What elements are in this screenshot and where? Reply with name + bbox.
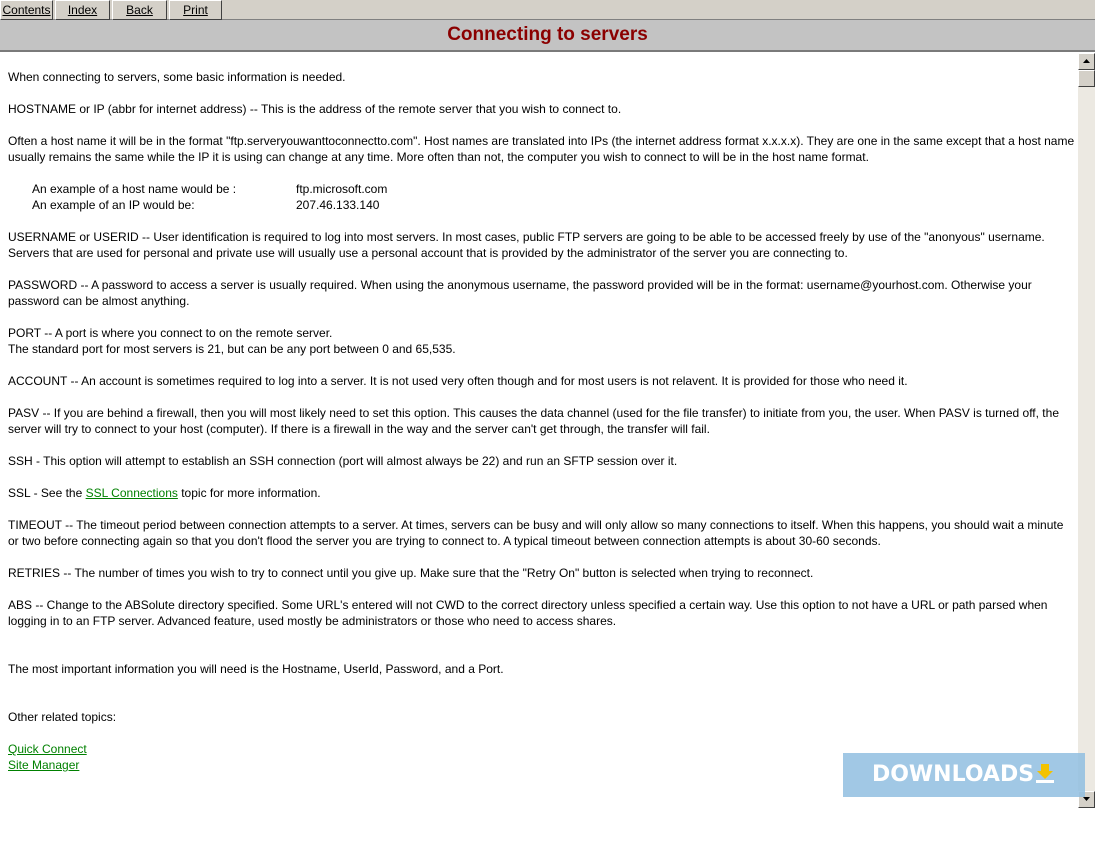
port-line-1: PORT -- A port is where you connect to on the remote server. [8,326,333,340]
ssl-prefix: SSL - See the [8,486,86,500]
toolbar [0,0,1095,20]
watermark-left: DOWNLOADS [871,762,1035,787]
back-button[interactable]: Back [112,0,167,20]
watermark-right: .GURU [924,809,1004,834]
password-paragraph: PASSWORD -- A password to access a server is usually required. When using the anonymous username, the password provided will be in the format: username@yourhost.com. Otherwise your password can be almost anything. [8,278,1032,308]
ssl-connections-link[interactable]: SSL Connections [85,486,178,500]
scroll-thumb[interactable] [1078,70,1095,87]
abs-paragraph: ABS -- Change to the ABSolute directory specified. Some URL's entered will not CWD to the correct directory unless specified a certain way. Use this option to not have a URL or path parsed when logging in to an FTP server. Advanced feature, used mostly be administrators or those who need to access shares. [8,598,1048,628]
hostname-paragraph: HOSTNAME or IP (abbr for internet address) -- This is the address of the remote server that you wish to connect to. [8,102,622,116]
page-title: Connecting to servers [447,24,648,45]
downloads-guru-watermark [843,753,1085,834]
quick-connect-link[interactable]: Quick Connect [8,742,87,756]
ssh-paragraph: SSH - This option will attempt to establish an SSH connection (port will almost always be 22) and run an SFTP session over it. [8,454,678,468]
topic-text [8,69,1076,773]
ssl-suffix: topic for more information. [177,486,321,500]
ssl-paragraph [8,485,1076,501]
port-line-2: The standard port for most servers is 21, but can be any port between 0 and 65,535. [8,342,456,356]
arrow-up-icon [1083,59,1090,64]
print-button[interactable]: Print [169,0,222,20]
topic-content [0,53,1078,808]
arrow-down-icon [1083,797,1090,802]
example-value: 207.46.133.140 [296,198,380,212]
vertical-scrollbar[interactable] [1078,53,1095,808]
site-manager-link[interactable]: Site Manager [8,758,80,772]
account-paragraph: ACCOUNT -- An account is sometimes required to log into a server. It is not used very often though and for most users is not relavent. It is provided for those who need it. [8,374,908,388]
timeout-paragraph: TIMEOUT -- The timeout period between connection attempts to a server. At times, servers can be busy and will only allow so many connections to itself. When this happens, you should wait a minute or two before connecting again so that you don't flood the server you are trying to connect to. A typical timeout between connection attempts is about 30-60 seconds. [8,518,1064,548]
example-value: ftp.microsoft.com [296,182,388,196]
example-row [32,181,1076,197]
topic-header [0,20,1095,52]
example-label: An example of a host name would be : [32,182,237,196]
intro-paragraph: When connecting to servers, some basic information is needed. [8,70,346,84]
examples-block [32,181,1076,213]
scroll-up-button[interactable] [1078,53,1095,70]
example-row [32,197,1076,213]
retries-paragraph: RETRIES -- The number of times you wish to try to connect until you give up. Make sure that the "Retry On" button is selected when trying to reconnect. [8,566,814,580]
index-button[interactable]: Index [55,0,110,20]
related-heading: Other related topics: [8,710,117,724]
port-paragraph [8,325,1076,357]
username-paragraph: USERNAME or USERID -- User identification is required to log into most servers. In most cases, public FTP servers are going to be able to be accessed freely by use of the "anonyous" username. Servers that are used for personal and private use will usually use a personal account that is provided by the administrator of the server you are connecting to. [8,230,1045,260]
example-label: An example of an IP would be: [32,198,195,212]
important-paragraph: The most important information you will need is the Hostname, UserId, Password, and a Port. [8,662,504,676]
contents-button[interactable]: Contents [0,0,53,20]
pasv-paragraph: PASV -- If you are behind a firewall, then you will most likely need to set this option. This causes the data channel (used for the file transfer) to initiate from you, the user. When PASV is turned off, the server will try to connect to your host (computer). If there is a firewall in the way and the server can't get through, the transfer will fail. [8,406,1059,436]
download-icon [1035,756,1055,800]
hostname-format-paragraph: Often a host name it will be in the format "ftp.serveryouwanttoconnectto.com". Host names are translated into IPs (the internet address format x.x.x.x). They are one in the same except that a host name usually remains the same while the IP it is using can change at any time. More often than not, the computer you wish to connect to will be in the host name format. [8,134,1075,164]
